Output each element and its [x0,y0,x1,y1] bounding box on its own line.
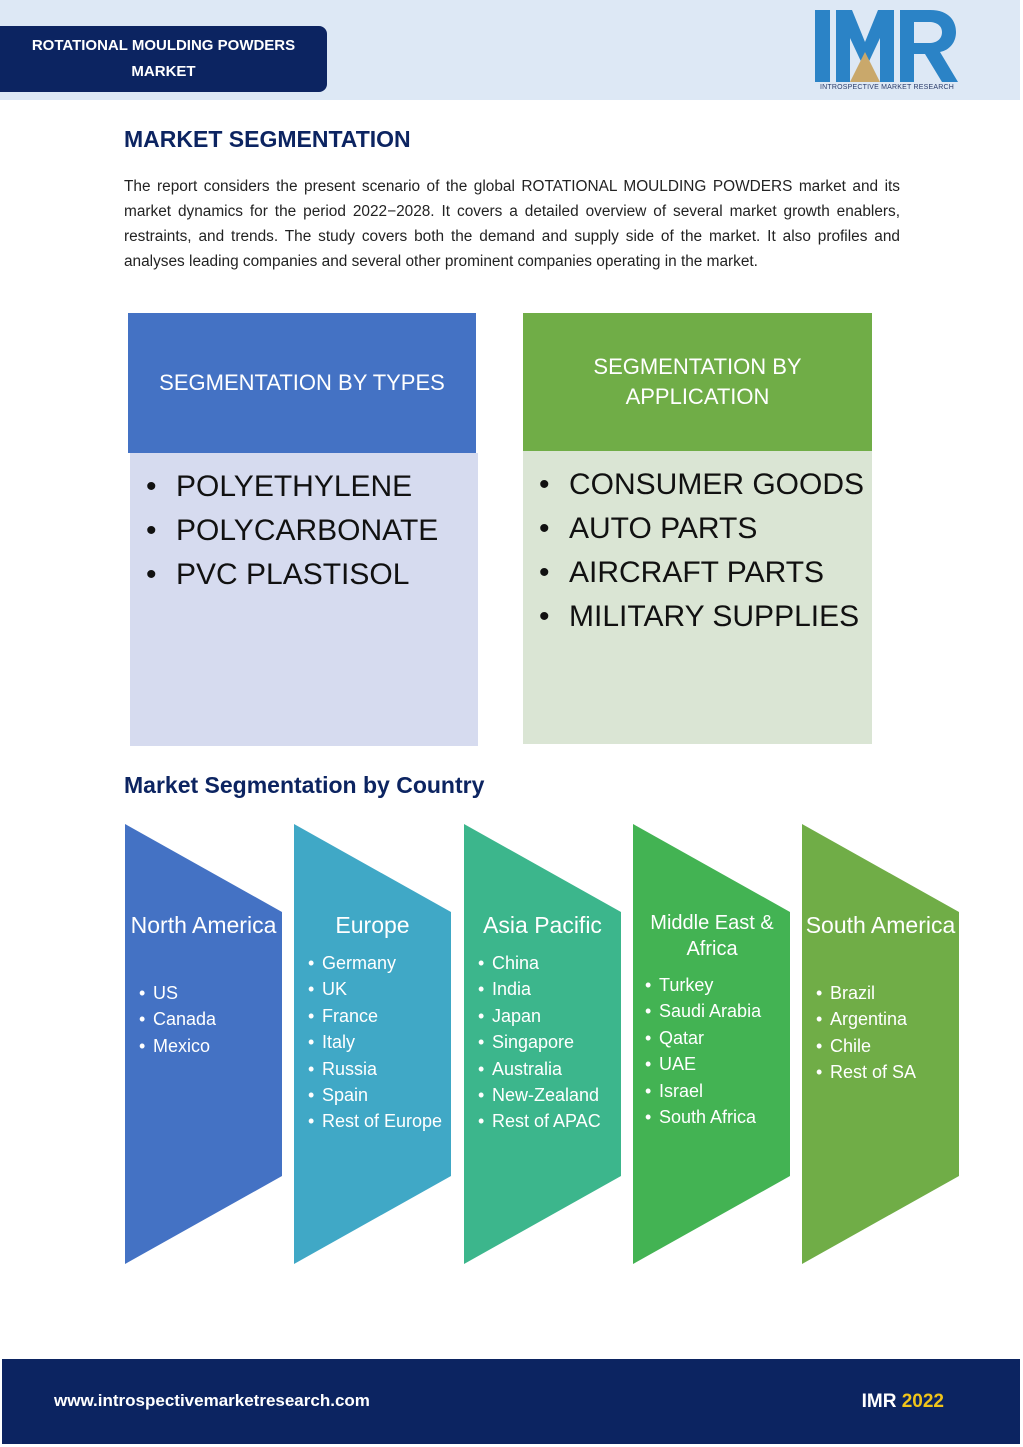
country-item [139,980,279,1006]
footer-year: 2022 [901,1391,944,1412]
country-item [478,1108,618,1134]
country-heading: Market Segmentation by Country [124,772,485,798]
country-name: South Africa [659,1107,757,1128]
country-name: Saudi Arabia [659,1001,762,1022]
bullet-icon: • [146,470,157,503]
country-item [308,1082,448,1108]
country-item [478,1056,618,1082]
bullet-icon: • [539,556,550,589]
country-name: Germany [322,953,397,973]
bullet-icon: • [139,1035,146,1056]
application-item-label: CONSUMER GOODS [569,468,865,501]
country-name: Singapore [492,1032,575,1053]
country-item [478,1003,618,1029]
type-item-label: PVC PLASTISOL [176,558,410,591]
bullet-icon: • [645,1080,652,1101]
bullet-icon: • [478,1085,485,1106]
page-footer [2,1359,1020,1444]
bullet-icon: • [308,1111,315,1132]
country-list [478,950,618,1135]
logo-subtitle: INTROSPECTIVE MARKET RESEARCH [819,84,955,91]
country-list [816,980,956,1086]
footer-brand-name: IMR [861,1391,897,1412]
report-title-badge [0,26,327,92]
bullet-icon: • [816,983,823,1003]
bullet-icon: • [645,1054,652,1075]
types-title: SEGMENTATION BY TYPES [159,370,445,395]
country-name: Italy [322,1032,356,1053]
country-list [645,972,785,1130]
country-item [308,1108,448,1134]
bullet-icon: • [478,1111,485,1132]
types-header [128,313,476,453]
country-item [816,1059,956,1085]
bullet-icon: • [816,1009,823,1030]
country-item [645,998,785,1024]
report-title-line1: ROTATIONAL MOULDING POWDERS [31,37,296,54]
bullet-icon: • [146,558,157,591]
bullet-icon: • [816,1062,823,1083]
country-item [478,1082,618,1108]
country-name: Spain [322,1085,369,1106]
page-header [0,0,1020,100]
region-name: North America [130,912,277,938]
country-name: New-Zealand [492,1085,600,1106]
bullet-icon: • [539,512,550,545]
types-list [130,465,478,597]
country-name: Turkey [659,975,714,995]
type-item-label: POLYCARBONATE [176,514,439,547]
application-item [523,551,872,595]
bullet-icon: • [146,514,157,547]
application-header [523,313,872,451]
region-asia-pacific [464,824,621,1264]
country-item [816,1033,956,1059]
imr-logo-mark [812,8,962,84]
bullet-icon: • [645,1001,652,1022]
country-name: Argentina [830,1009,908,1030]
bullet-icon: • [139,1009,146,1030]
country-name: US [153,983,179,1003]
bullet-icon: • [308,1032,315,1053]
country-item [308,1029,448,1055]
country-name: Russia [322,1058,378,1079]
application-item [523,463,872,507]
country-name: Rest of Europe [322,1111,443,1132]
application-item-label: AIRCRAFT PARTS [569,556,825,589]
bullet-icon: • [308,1005,315,1026]
country-name: UAE [659,1054,697,1075]
bullet-icon: • [478,1058,485,1079]
region-europe [294,824,451,1264]
application-item-label: MILITARY SUPPLIES [569,600,860,633]
type-item [130,509,478,553]
country-item [645,1104,785,1130]
country-name: China [492,953,540,973]
country-item [478,950,618,976]
country-item [478,1029,618,1055]
country-name: UK [322,979,348,1000]
report-title-line2: MARKET [131,63,196,80]
footer-brand [862,1391,944,1413]
bullet-icon: • [308,1085,315,1106]
region-south-america [802,824,959,1264]
types-body [130,453,478,746]
website-link[interactable]: www.introspectivemarketresearch.com [54,1391,370,1410]
country-name: Israel [659,1080,704,1101]
bullet-icon: • [816,1035,823,1056]
country-name: Mexico [153,1035,211,1056]
bullet-icon: • [539,468,550,501]
application-item-label: AUTO PARTS [569,512,758,545]
type-item [130,553,478,597]
country-item [816,1006,956,1032]
bullet-icon: • [645,1107,652,1128]
country-item [308,1003,448,1029]
country-list [139,980,279,1059]
application-list [523,463,872,639]
country-name: Japan [492,1005,542,1026]
bullet-icon: • [478,1032,485,1053]
country-item [308,976,448,1002]
country-item [645,1051,785,1077]
country-name: Rest of APAC [492,1111,601,1132]
intro-paragraph: The report considers the present scenario of the global ROTATIONAL MOULDING POWDERS market and its market dynamics for the period 2022−2028. It covers a detailed overview of several market growth enablers, restraints, and trends. The study covers both the demand and supply side of the market. It also profiles and analyses leading companies and several other prominent companies operating in the market. [124,178,900,270]
bullet-icon: • [645,975,652,995]
application-item [523,507,872,551]
country-item [645,972,785,998]
country-item [645,1078,785,1104]
bullet-icon: • [478,1005,485,1026]
region-name: South America [805,912,956,938]
region-north-america [125,824,282,1264]
region-name: Europe [335,912,410,938]
section-heading: MARKET SEGMENTATION [124,126,411,152]
country-item [645,1025,785,1051]
bullet-icon: • [308,953,315,973]
country-item [308,950,448,976]
bullet-icon: • [478,953,485,973]
bullet-icon: • [308,1058,315,1079]
bullet-icon: • [645,1027,652,1048]
country-name: Rest of SA [830,1062,917,1083]
bullet-icon: • [478,979,485,1000]
bullet-icon: • [539,600,550,633]
country-item [308,1056,448,1082]
bullet-icon: • [308,979,315,1000]
country-name: Chile [830,1035,872,1056]
application-title: SEGMENTATION BY APPLICATION [593,354,802,409]
country-name: Canada [153,1009,217,1030]
country-name: Australia [492,1058,563,1079]
country-name: Brazil [830,983,876,1003]
bullet-icon: • [139,983,146,1003]
type-item-label: POLYETHYLENE [176,470,413,503]
country-name: France [322,1005,379,1026]
country-name: Qatar [659,1027,705,1048]
type-item [130,465,478,509]
country-item [139,1033,279,1059]
country-item [139,1006,279,1032]
region-name: Asia Pacific [483,912,602,938]
country-item [816,980,956,1006]
country-name: India [492,979,532,1000]
application-body [523,451,872,744]
region-middle-east-africa [633,824,790,1264]
country-list [308,950,448,1135]
region-name: Middle East & Africa [650,912,774,960]
application-item [523,595,872,639]
country-item [478,976,618,1002]
